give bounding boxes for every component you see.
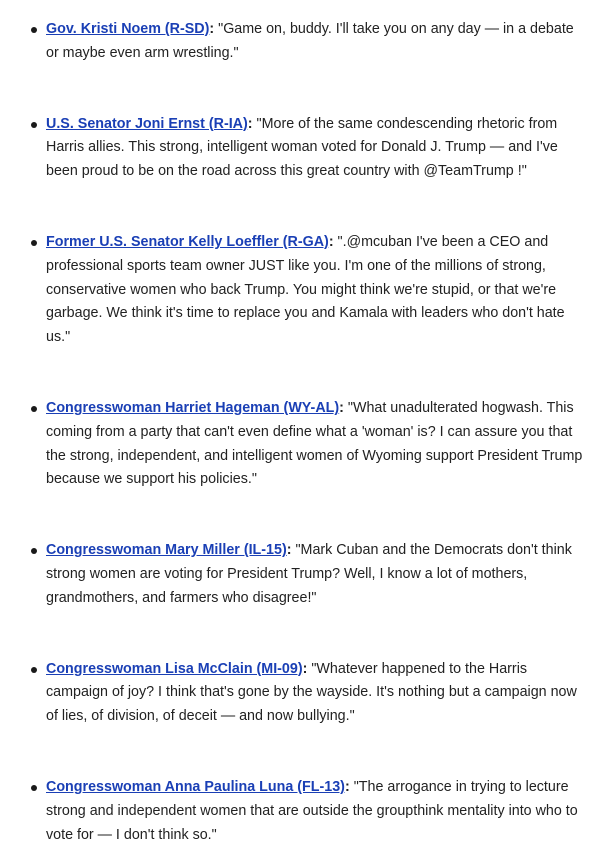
speaker-link[interactable]: Gov. Kristi Noem (R-SD) — [46, 21, 210, 37]
speaker-link[interactable]: Former U.S. Senator Kelly Loeffler (R-GA) — [46, 233, 329, 250]
quote-text: "The arrogance in trying to lecture strong and independent women that are outside the groupthink mentality into who to vote for — I don't think so." — [46, 778, 578, 843]
bullet-icon — [31, 548, 37, 554]
quote-item — [46, 18, 586, 66]
speaker-colon: : — [328, 233, 334, 250]
bullet-icon — [31, 122, 37, 128]
quote-text: "More of the same condescending rhetoric from Harris allies. This strong, intelligent woman voted for Donald J. Trump — and I've been proud to be on the road across this great country with @TeamTrump !" — [46, 115, 558, 180]
bullet-icon — [31, 27, 37, 33]
quote-item — [46, 397, 586, 492]
quote-text: ".@mcuban I've been a CEO and professional sports team owner JUST like you. I'm one of the millions of strong, conservative women who back Trump. You might think we're stupid, or that we're garbage. We think it's time to replace you and Kamala with leaders who don't hate us." — [46, 233, 565, 346]
bullet-icon — [31, 406, 37, 412]
bullet-icon — [31, 667, 37, 673]
quote-text: "Game on, buddy. I'll take you on any day — in a debate or maybe even arm wrestling." — [46, 21, 574, 61]
speaker-colon: : — [344, 778, 350, 795]
quote-item — [46, 231, 586, 350]
quote-item — [46, 539, 586, 610]
speaker-colon: : — [302, 660, 308, 677]
speaker-colon: : — [339, 399, 344, 416]
speaker-colon: : — [286, 542, 292, 559]
speaker-link[interactable]: Congresswoman Anna Paulina Luna (FL-13) — [46, 778, 345, 795]
speaker-colon: : — [247, 115, 253, 132]
bullet-icon — [31, 785, 37, 791]
speaker-link[interactable]: Congresswoman Harriet Hageman (WY-AL) — [46, 399, 340, 416]
speaker-link[interactable]: Congresswoman Mary Miller (IL-15) — [46, 542, 287, 559]
speaker-colon: : — [209, 21, 215, 37]
quote-item — [46, 658, 586, 729]
speaker-link[interactable]: U.S. Senator Joni Ernst (R-IA) — [46, 115, 248, 132]
quote-text: "What unadulterated hogwash. This coming from a party that can't even define what a 'woman' is? I can assure you that the strong, independent, and intelligent women of Wyoming support President Trump because we support his policies." — [46, 399, 583, 488]
quote-text: "Whatever happened to the Harris campaign of joy? I think that's gone by the wayside. It's nothing but a campaign now of lies, of division, of deceit — and now bullying." — [46, 660, 577, 725]
quote-text: "Mark Cuban and the Democrats don't think strong women are voting for President Trump? Well, I know a lot of mothers, grandmothers, and farmers who disagree!" — [46, 542, 572, 606]
bullet-icon — [31, 240, 37, 246]
quote-item — [46, 776, 586, 847]
speaker-link[interactable]: Congresswoman Lisa McClain (MI-09) — [46, 660, 303, 677]
quote-item — [46, 113, 586, 184]
